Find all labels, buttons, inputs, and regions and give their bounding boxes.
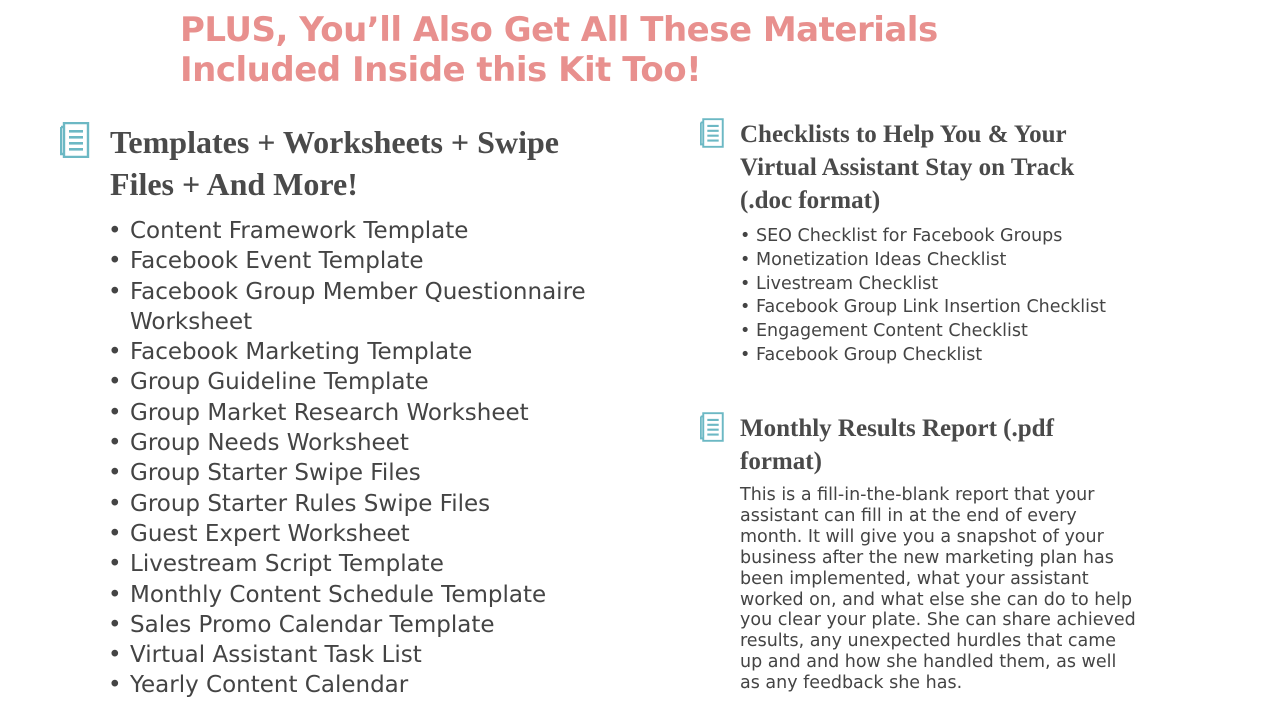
list-item: • Group Needs Worksheet <box>108 428 608 458</box>
list-item: • Sales Promo Calendar Template <box>108 610 608 640</box>
list-item: • Content Framework Template <box>108 216 608 246</box>
list-item: • Monetization Ideas Checklist <box>740 249 1140 273</box>
list-item: • SEO Checklist for Facebook Groups <box>740 225 1140 249</box>
list-item: • Facebook Event Template <box>108 246 608 276</box>
list-item: • Facebook Group Link Insertion Checklist <box>740 296 1140 320</box>
list-item: • Facebook Marketing Template <box>108 337 608 367</box>
checklists-title: Checklists to Help You & Your Virtual Assistant Stay on Track (.doc format) <box>740 121 1075 214</box>
templates-list <box>108 216 608 701</box>
list-item: • Monthly Content Schedule Template <box>108 580 608 610</box>
list-item: • Yearly Content Calendar <box>108 670 608 700</box>
templates-title: Templates + Worksheets + Swipe Files + And More! <box>110 124 559 202</box>
list-item: • Group Guideline Template <box>108 367 608 397</box>
list-item: • Livestream Script Template <box>108 549 608 579</box>
page-headline: PLUS, You’ll Also Get All These Materials Included Inside this Kit Too! <box>180 10 938 90</box>
checklists-list <box>740 225 1140 368</box>
document-icon <box>700 412 726 442</box>
list-item: • Livestream Checklist <box>740 273 1140 297</box>
list-item: • Group Market Research Worksheet <box>108 398 608 428</box>
list-item: • Facebook Group Member Questionnaire Worksheet <box>108 277 608 338</box>
document-icon <box>60 122 92 158</box>
list-item: • Engagement Content Checklist <box>740 320 1140 344</box>
list-item: • Group Starter Rules Swipe Files <box>108 489 608 519</box>
list-item: • Facebook Group Checklist <box>740 344 1140 368</box>
list-item: • Group Starter Swipe Files <box>108 458 608 488</box>
report-description: This is a fill-in-the-blank report that your assistant can fill in at the end of every month. It will give you a snapshot of your business after the new marketing plan has been implemented, what your assistant worked on, and what else she can do to help you clear your plate. She can share achieved results, any unexpected hurdles that came up and and how she handled them, as well as any feedback she has. <box>740 485 1136 694</box>
report-title: Monthly Results Report (.pdf format) <box>740 415 1054 475</box>
list-item: • Guest Expert Worksheet <box>108 519 608 549</box>
document-icon <box>700 118 726 148</box>
list-item: • Virtual Assistant Task List <box>108 640 608 670</box>
